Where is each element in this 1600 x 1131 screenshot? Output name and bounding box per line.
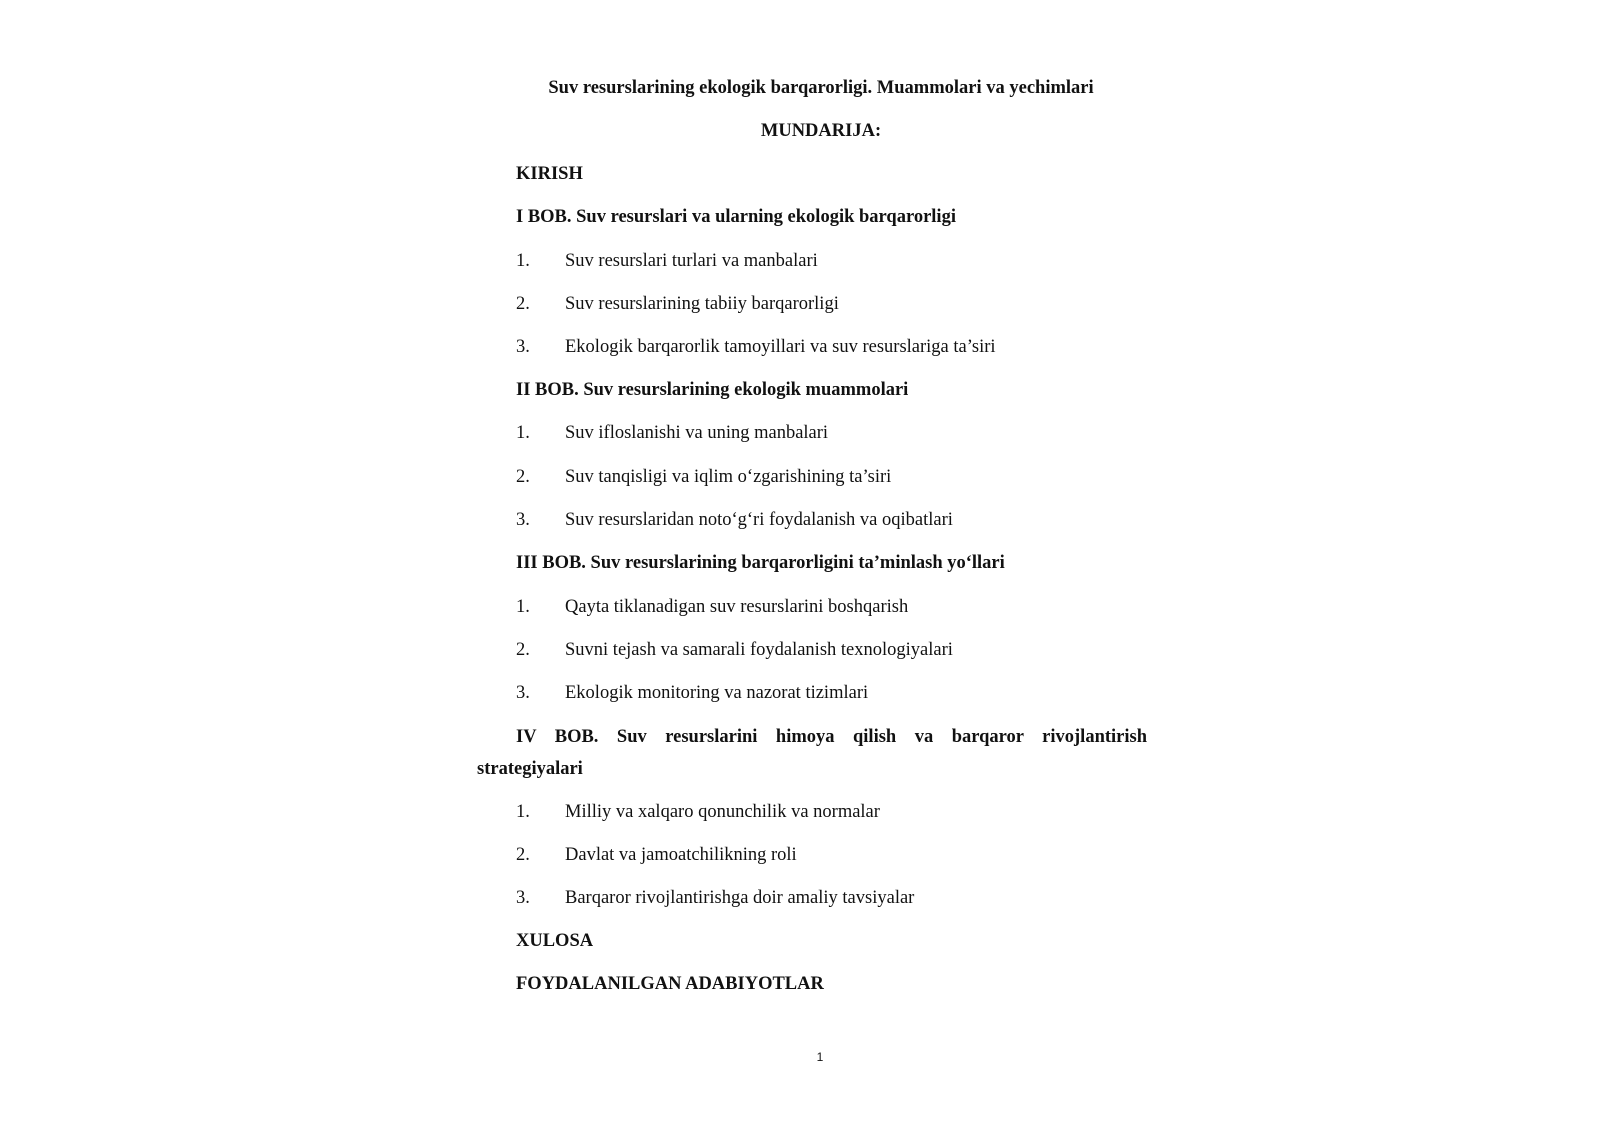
toc-section-2-3: Suv resurslaridan noto‘g‘ri foydalanish va oqibatlari	[565, 510, 953, 530]
toc-section-number: 1.	[516, 597, 530, 617]
toc-section-number: 2.	[516, 845, 530, 865]
toc-intro: KIRISH	[516, 164, 583, 184]
toc-section-4-1: Milliy va xalqaro qonunchilik va normalar	[565, 802, 880, 822]
toc-section-number: 2.	[516, 640, 530, 660]
toc-conclusion: XULOSA	[516, 931, 594, 951]
contents-heading: MUNDARIJA:	[760, 121, 882, 141]
toc-chapter-3: III BOB. Suv resurslarining barqarorligini ta’minlash yo‘llari	[516, 553, 1005, 573]
toc-section-number: 1.	[516, 802, 530, 822]
toc-section-2-2: Suv tanqisligi va iqlim o‘zgarishining ta’siri	[565, 467, 892, 487]
toc-section-2-1: Suv ifloslanishi va uning manbalari	[565, 423, 829, 443]
toc-chapter-4-line-1: IV BOB. Suv resurslarini himoya qilish va barqaror rivojlantirish	[516, 727, 1147, 747]
toc-section-4-3: Barqaror rivojlantirishga doir amaliy tavsiyalar	[565, 888, 915, 908]
toc-section-4-2: Davlat va jamoatchilikning roli	[565, 845, 797, 865]
toc-references: FOYDALANILGAN ADABIYOTLAR	[516, 974, 824, 994]
toc-section-number: 3.	[516, 337, 530, 357]
toc-section-1-3: Ekologik barqarorlik tamoyillari va suv resurslariga ta’siri	[565, 337, 996, 357]
toc-section-3-2: Suvni tejash va samarali foydalanish texnologiyalari	[565, 640, 953, 660]
toc-section-1-2: Suv resurslarining tabiiy barqarorligi	[565, 294, 839, 314]
toc-section-1-1: Suv resurslari turlari va manbalari	[565, 251, 818, 271]
toc-section-number: 1.	[516, 423, 530, 443]
toc-section-3-1: Qayta tiklanadigan suv resurslarini boshqarish	[565, 597, 909, 617]
page-number: 1	[816, 1050, 824, 1064]
document-title: Suv resurslarining ekologik barqarorligi. Muammolari va yechimlari	[548, 78, 1094, 98]
toc-section-number: 3.	[516, 510, 530, 530]
toc-section-number: 3.	[516, 888, 530, 908]
toc-chapter-4-line-2: strategiyalari	[477, 759, 583, 779]
toc-chapter-1: I BOB. Suv resurslari va ularning ekologik barqarorligi	[516, 207, 956, 227]
toc-section-3-3: Ekologik monitoring va nazorat tizimlari	[565, 683, 869, 703]
toc-section-number: 2.	[516, 294, 530, 314]
toc-section-number: 1.	[516, 251, 530, 271]
toc-section-number: 2.	[516, 467, 530, 487]
toc-chapter-2: II BOB. Suv resurslarining ekologik muammolari	[516, 380, 909, 400]
toc-section-number: 3.	[516, 683, 530, 703]
